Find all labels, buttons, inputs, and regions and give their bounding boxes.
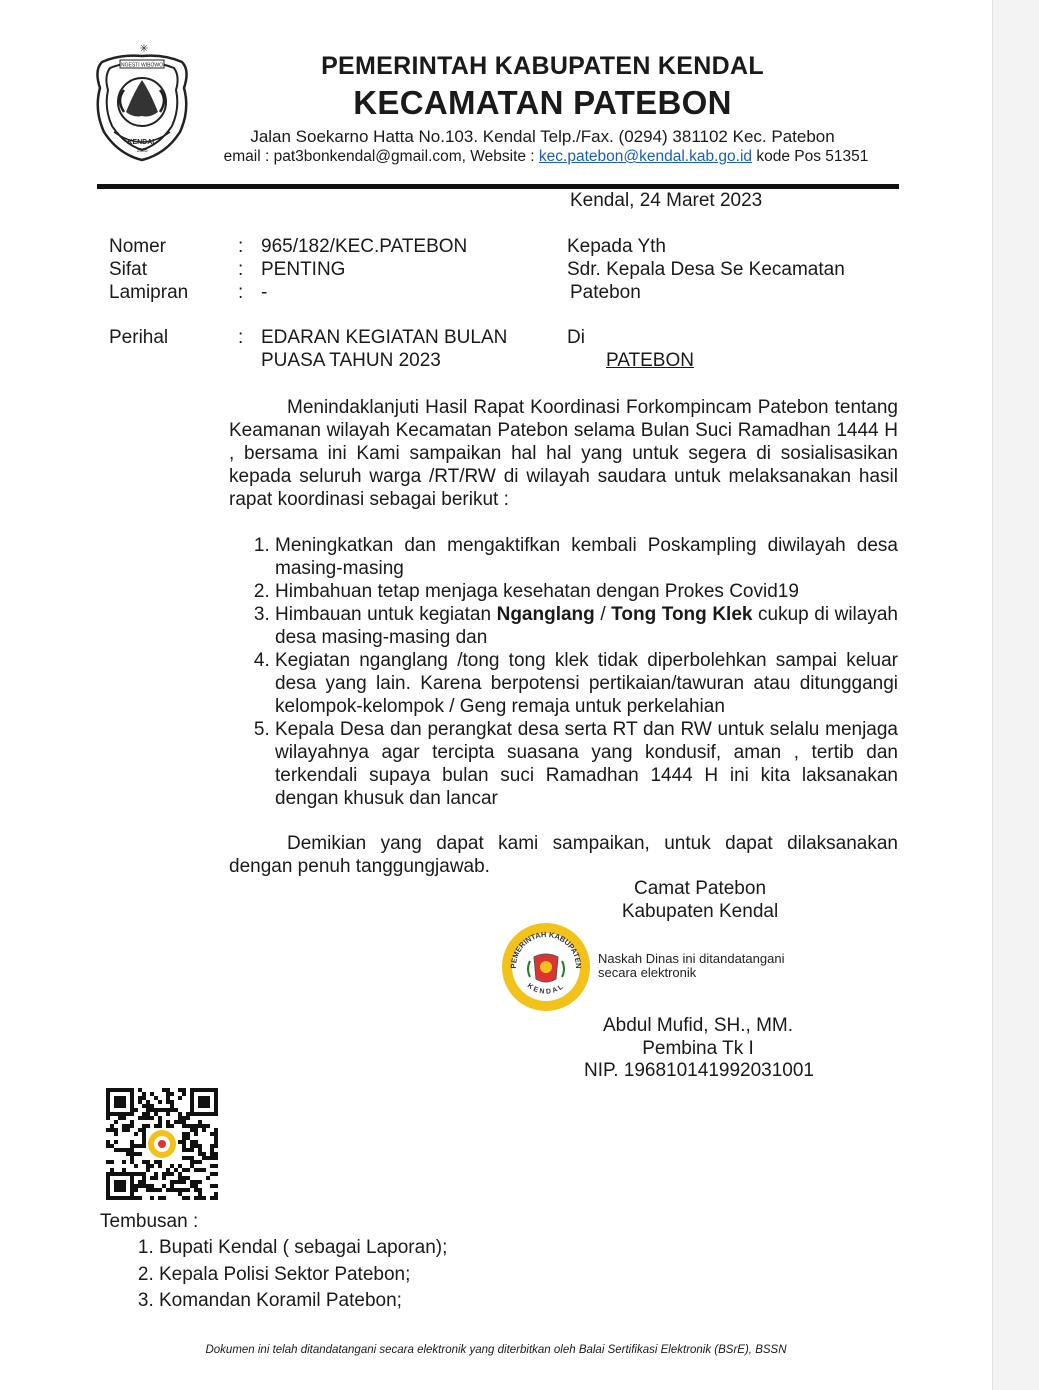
field-value-sifat: PENTING [261,259,346,280]
signer-nip: NIP. 196810141992031001 [584,1060,814,1081]
list-item: 3. Himbauan untuk kegiatan Nganglang / Tong Tong Klek cukup di wilayah desa masing-masing dan [275,603,898,649]
field-label-perihal: Perihal [109,327,169,348]
website-label: , Website : [461,148,539,165]
government-name: PEMERINTAH KABUPATEN KENDAL [321,52,764,80]
esign-note-1: Naskah Dinas ini ditandatangani [598,951,785,966]
tembusan-item: 3. Komandan Koramil Patebon; [159,1288,551,1315]
closing-paragraph [229,832,898,878]
tembusan-item: 2. Kepala Polisi Sektor Patebon; [159,1262,551,1289]
field-colon: : [238,282,244,303]
office-address: Jalan Soekarno Hatta No.103. Kendal Telp./Fax. (0294) 381102 Kec. Patebon [250,127,835,146]
bold-term: Tong Tong Klek [611,604,753,625]
bsre-footer-note: Dokumen ini telah ditandatangani secara elektronik yang diterbitkan oleh Balai Sertifikasi Elektronik (BSrE), BSSN [205,1344,787,1356]
signer-position-2: Kabupaten Kendal [621,901,779,922]
intro-paragraph [229,396,898,511]
kendal-regency-logo [94,40,190,162]
postal-code: kode Pos 51351 [752,148,869,165]
signer-position-1: Camat Patebon [633,878,767,899]
instruction-list [247,534,898,810]
intro-text: Menindaklanjuti Hasil Rapat Koordinasi Forkompincam Patebon tentang Keamanan wilayah Kecamatan Patebon selama Bulan Suci Ramadhan 1444 H , bersama ini Kami sampaikan hal hal yang untuk segera di sosialisasikan kepada seluruh warga /RT/RW di wilayah saudara untuk melaksanakan hasil rapat koordinasi sebagai berikut : [229,397,898,510]
email-label: email : [223,148,274,165]
seal-text-top: PEMERINTAH KABUPATEN [508,929,584,969]
field-label-sifat: Sifat [109,259,148,280]
list-item: 2. Himbahuan tetap menjaga kesehatan dengan Prokes Covid19 [275,580,898,603]
electronic-seal [500,921,592,1013]
signer-name: Abdul Mufid, SH., MM. [602,1015,794,1036]
list-item: 1. Meningkatkan dan mengaktifkan kembali Poskampling diwilayah desa masing-masing [275,534,898,580]
field-colon: : [238,327,244,348]
district-name: KECAMATAN PATEBON [353,84,732,121]
svg-text:✳: ✳ [139,43,149,55]
field-value-nomer: 965/182/KEC.PATEBON [261,236,468,257]
header-divider [97,184,899,189]
place-date: Kendal, 24 Maret 2023 [570,190,763,211]
logo-name: KENDAL [127,139,157,146]
field-label-nomer: Nomer [109,236,167,257]
field-value-perihal-2: PUASA TAHUN 2023 [261,350,441,371]
recipient-line1: Kepada Yth [567,236,666,257]
recipient-line2: Sdr. Kepala Desa Se Kecamatan [567,259,845,280]
field-colon: : [238,259,244,280]
recipient-place: PATEBON [606,350,694,371]
field-value-lampiran: - [261,282,268,303]
logo-motto: NGESTI WIBOWO [121,62,163,69]
esign-note-2: secara elektronik [598,965,697,980]
tembusan-list [131,1235,551,1315]
recipient-line3: Patebon [570,282,641,303]
list-item: 5. Kepala Desa dan perangkat desa serta RT dan RW untuk selalu menjaga wilayahnya agar tercipta suasana yang kondusif, aman , tertib dan terkendali supaya bulan suci Ramadhan 1444 H ini kita laksanakan dengan khusuk dan lancar [275,718,898,810]
email-address: pat3bonkendal@gmail.com [273,148,462,165]
qr-code [106,1088,218,1200]
field-value-perihal-1: EDARAN KEGIATAN BULAN [261,327,508,348]
bold-term: Nganglang [496,604,595,625]
signer-rank: Pembina Tk I [642,1038,754,1059]
logo-year: 1605 [136,148,148,154]
field-label-lampiran: Lamipran [109,282,189,303]
recipient-di: Di [567,327,585,348]
contact-line [196,148,896,166]
field-colon: : [238,236,244,257]
tembusan-title: Tembusan : [100,1211,199,1232]
tembusan-item: 1. Bupati Kendal ( sebagai Laporan); [159,1235,551,1262]
seal-text-bottom: KENDAL [525,982,567,996]
page-edge [992,0,1039,1390]
website-link[interactable]: kec.patebon@kendal.kab.go.id [538,148,753,165]
list-item: 4. Kegiatan nganglang /tong tong klek tidak diperbolehkan sampai keluar desa yang lain. Karena berpotensi pertikaian/tawuran atau ditunggangi kelompok-kelompok / Geng remaja untuk perkelahian [275,649,898,718]
closing-text: Demikian yang dapat kami sampaikan, untuk dapat dilaksanakan dengan penuh tanggungjawab. [229,833,898,877]
